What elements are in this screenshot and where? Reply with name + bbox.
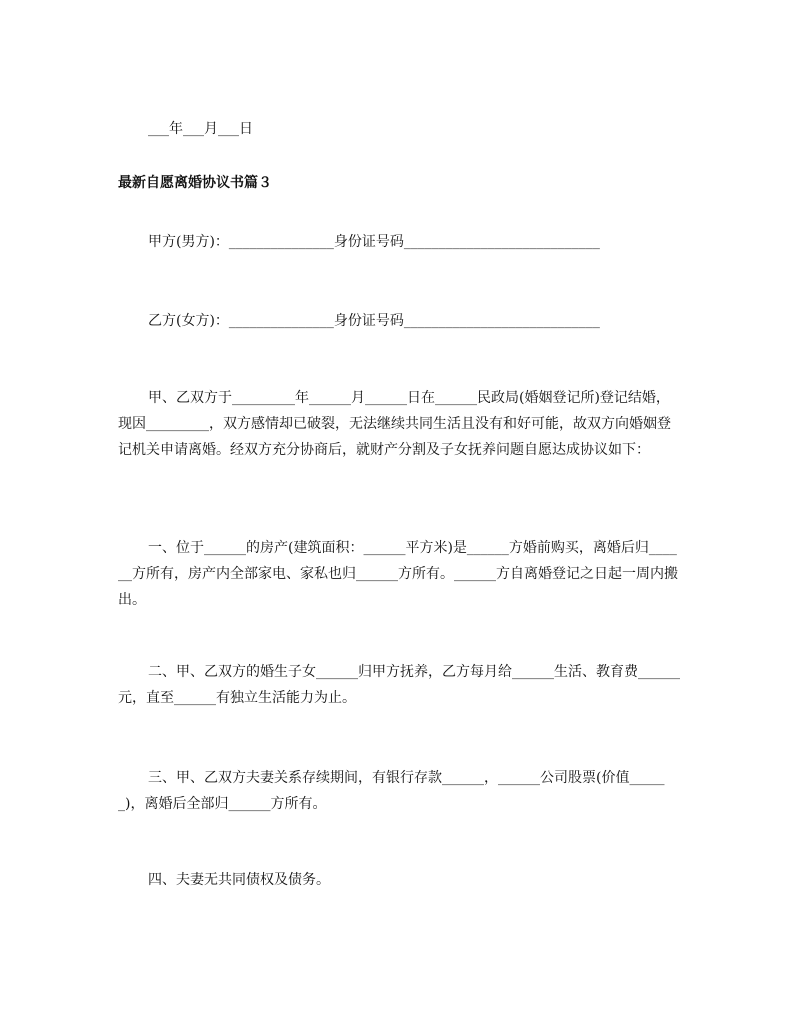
document-heading: 最新自愿离婚协议书篇３ bbox=[118, 175, 272, 191]
intro-paragraph: 甲、乙双方于_________年______月______日在______民政局(婚姻登记所)登记结婚，现因_________，双方感情却已破裂，无法继续共同生活且没有和好可能，故双方向婚姻登记机关申请离婚。经双方充分协商后，就财产分割及子女抚养问题自愿达成协议如下： bbox=[118, 390, 671, 458]
clause-3-paragraph: 三、甲、乙双方夫妻关系存续期间，有银行存款______，______公司股票(价值______)，离婚后全部归______方所有。 bbox=[118, 770, 665, 812]
party-a-line: 甲方(男方)：_______________身份证号码____________________________ bbox=[148, 234, 600, 250]
clause-4-paragraph: 四、夫妻无共同债权及债务。 bbox=[148, 872, 330, 888]
party-b-line: 乙方(女方)：_______________身份证号码____________________________ bbox=[148, 313, 600, 329]
clause-2-paragraph: 二、甲、乙双方的婚生子女______归甲方抚养，乙方每月给______生活、教育费______元，直至______有独立生活能力为止。 bbox=[118, 664, 680, 706]
clause-1-paragraph: 一、位于______的房产(建筑面积：______平方米)是______方婚前购买，离婚后归______方所有，房产内全部家电、家私也归______方所有。______方自离婚登记之日起一周内搬出。 bbox=[118, 540, 678, 608]
date-line: ___年___月___日 bbox=[148, 121, 253, 137]
